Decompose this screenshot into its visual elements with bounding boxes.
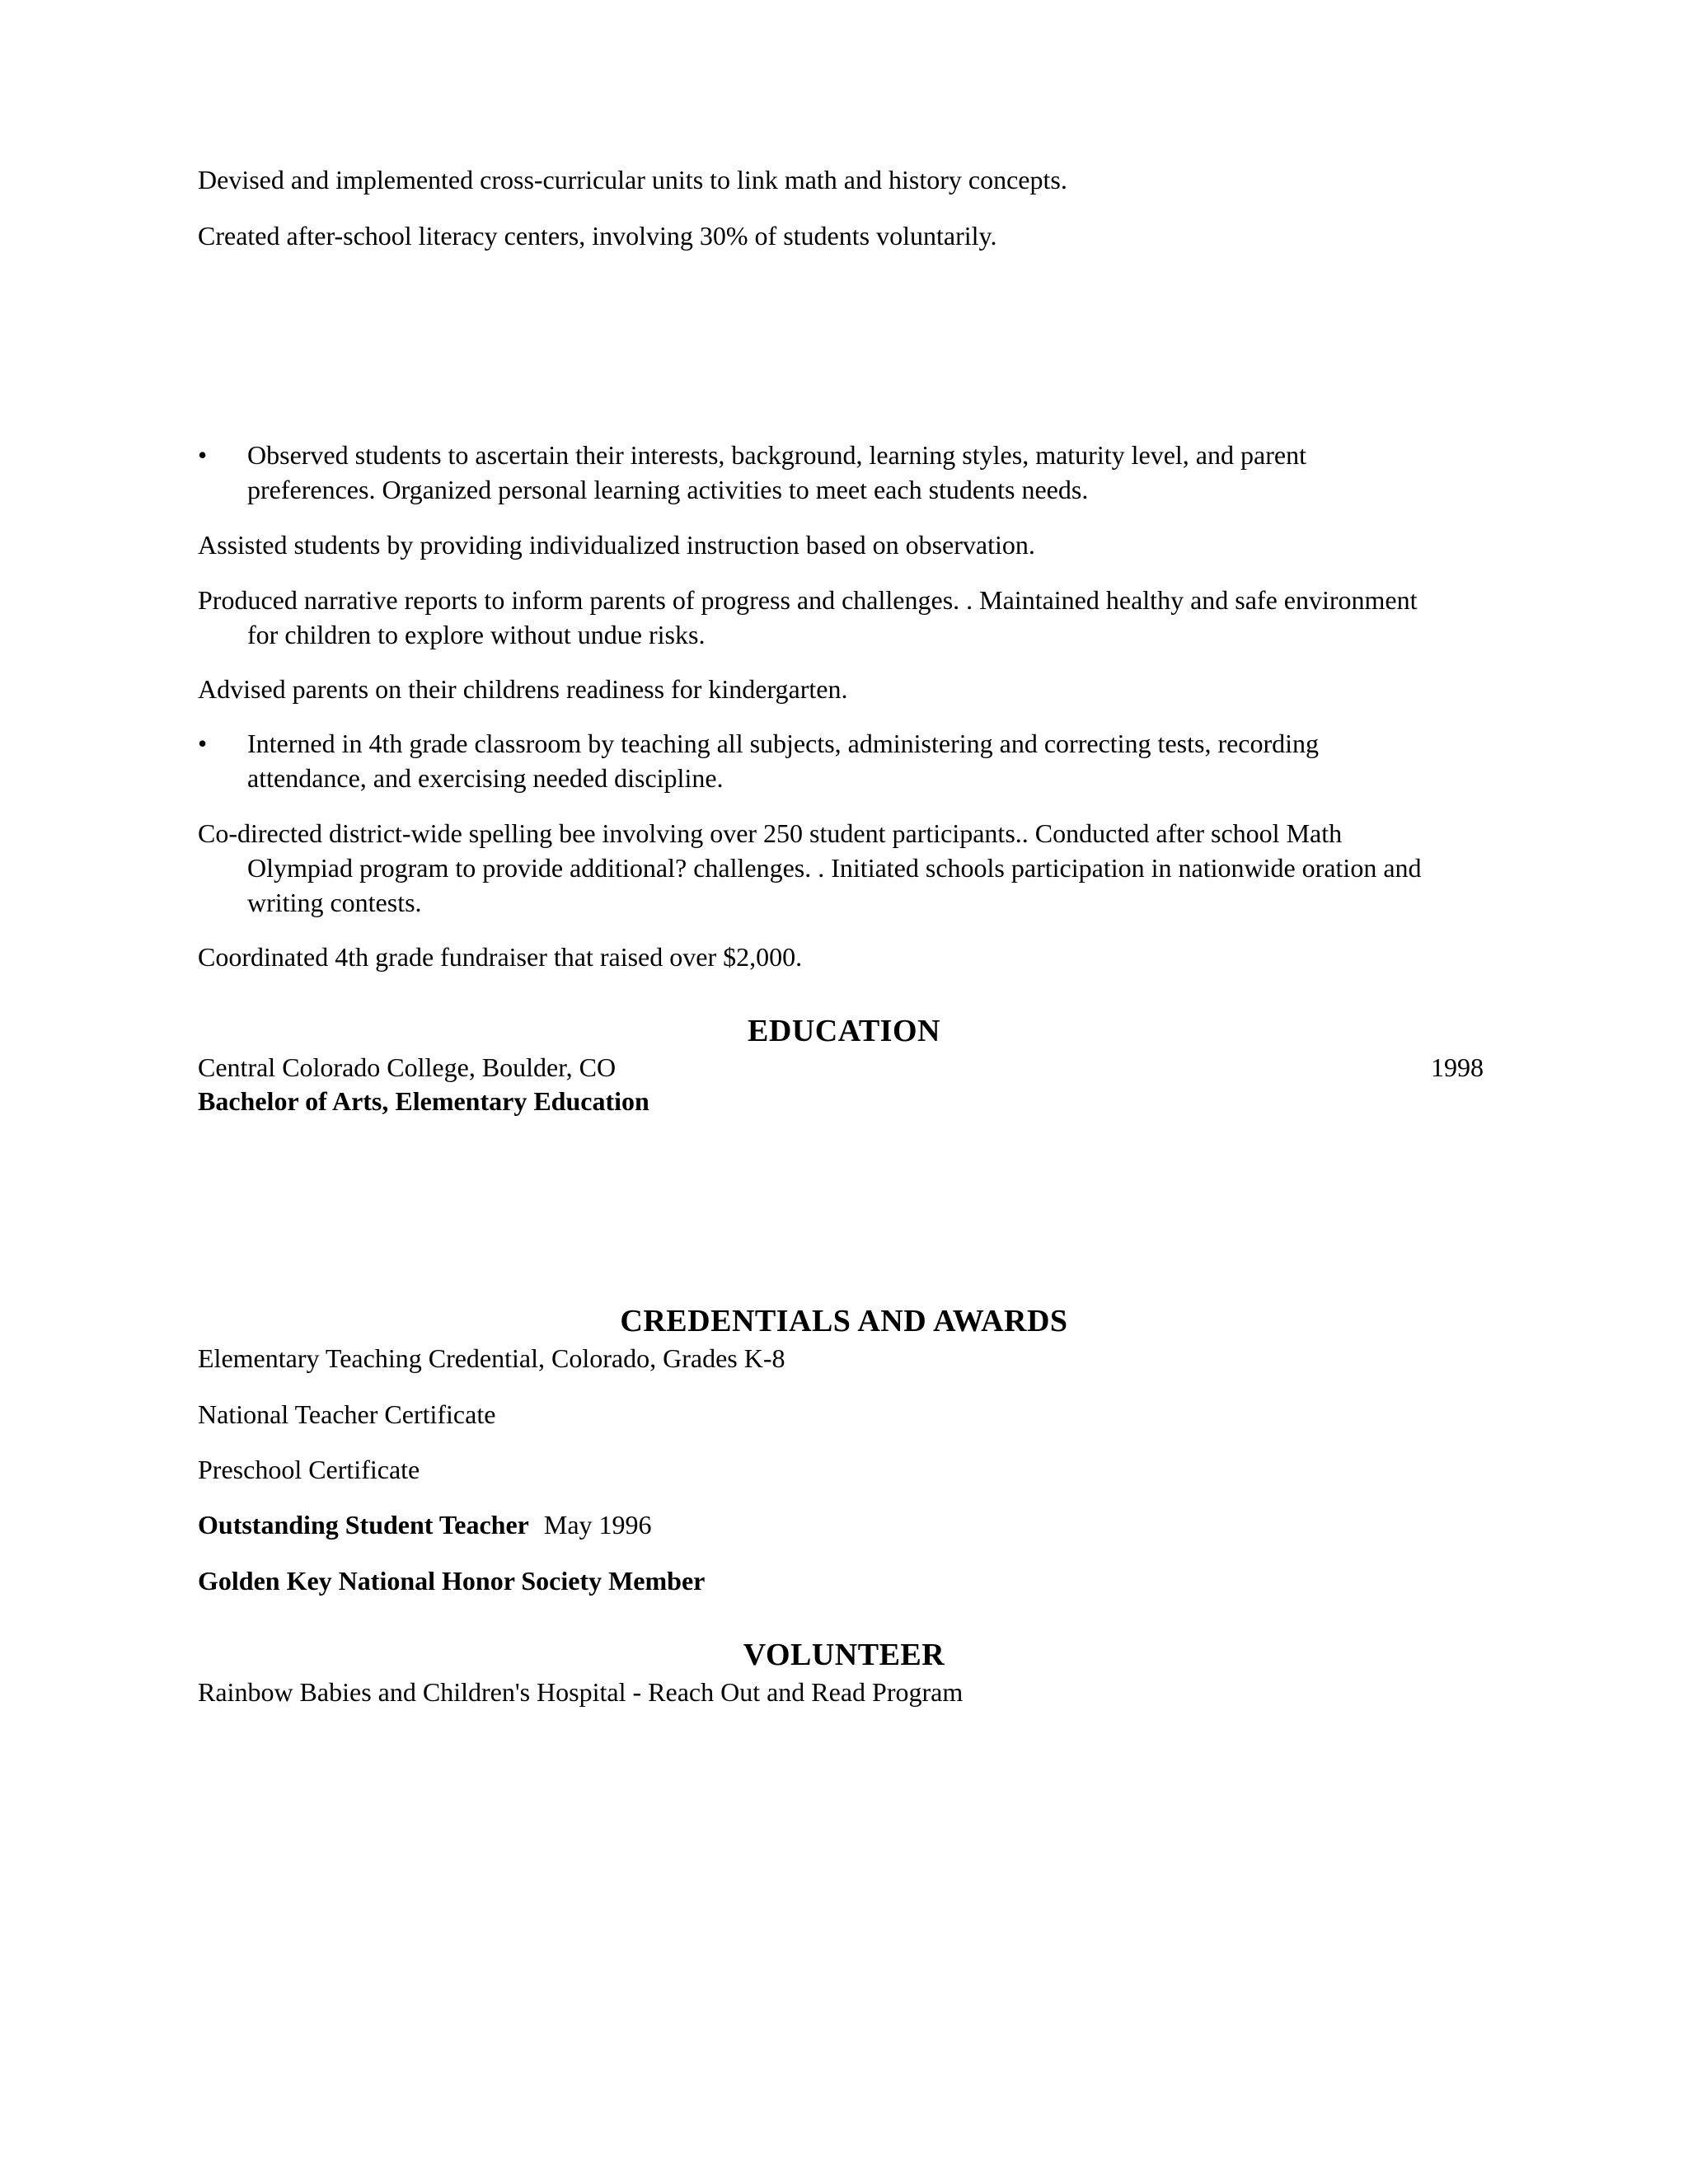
paragraph-line: Co-directed district-wide spelling bee involving over 250 student participants.. Conducted after school Math bbox=[198, 818, 1343, 848]
award-golden-key: Golden Key National Honor Society Member bbox=[198, 1566, 706, 1596]
experience-paragraph-spelling-bee bbox=[198, 816, 1484, 920]
bullet-text bbox=[247, 438, 1484, 507]
experience-bullet-interned bbox=[198, 726, 1484, 795]
paragraph-line: Olympiad program to provide additional? challenges. . Initiated schools participation in nationwide oration and bbox=[247, 853, 1422, 883]
experience-line-individualized-instruction: Assisted students by providing individualized instruction based on observation. bbox=[198, 530, 1035, 560]
experience-bullet-observed-students bbox=[198, 438, 1484, 507]
award-title: Outstanding Student Teacher bbox=[198, 1510, 529, 1540]
award-outstanding-student-teacher bbox=[198, 1507, 652, 1542]
credential-item: Elementary Teaching Credential, Colorado, Grades K-8 bbox=[198, 1343, 785, 1373]
award-date: May 1996 bbox=[543, 1510, 652, 1540]
paragraph-line: Produced narrative reports to inform parents of progress and challenges. . Maintained healthy and safe environment bbox=[198, 585, 1418, 615]
credential-item: National Teacher Certificate bbox=[198, 1399, 496, 1429]
bullet-icon: • bbox=[198, 729, 208, 758]
bullet-text-line: Interned in 4th grade classroom by teaching all subjects, administering and correcting tests, recording bbox=[247, 729, 1320, 758]
volunteer-heading: VOLUNTEER bbox=[743, 1638, 945, 1672]
education-heading: EDUCATION bbox=[748, 1014, 940, 1048]
bullet-text-line: preferences. Organized personal learning activities to meet each students needs. bbox=[247, 475, 1089, 504]
credential-item: Preschool Certificate bbox=[198, 1455, 420, 1484]
paragraph-line: for children to explore without undue risks. bbox=[247, 620, 706, 649]
education-year: 1998 bbox=[1431, 1052, 1484, 1082]
bullet-text-line: attendance, and exercising needed discipline. bbox=[247, 763, 724, 793]
experience-line-cross-curricular: Devised and implemented cross-curricular units to link math and history concepts. bbox=[198, 165, 1067, 194]
experience-line-literacy-centers: Created after-school literacy centers, involving 30% of students voluntarily. bbox=[198, 221, 997, 251]
paragraph-line: writing contests. bbox=[247, 888, 422, 917]
bullet-text-line: Observed students to ascertain their interests, background, learning styles, maturity level, and parent bbox=[247, 440, 1306, 470]
experience-line-kindergarten-readiness: Advised parents on their childrens readiness for kindergarten. bbox=[198, 674, 848, 704]
bullet-text bbox=[247, 726, 1484, 795]
credentials-heading: CREDENTIALS AND AWARDS bbox=[620, 1304, 1068, 1338]
bullet-icon: • bbox=[198, 440, 208, 470]
education-school: Central Colorado College, Boulder, CO bbox=[198, 1052, 617, 1082]
volunteer-item: Rainbow Babies and Children's Hospital - Reach Out and Read Program bbox=[198, 1677, 964, 1707]
education-degree: Bachelor of Arts, Elementary Education bbox=[198, 1086, 649, 1116]
experience-paragraph-narrative-reports bbox=[198, 583, 1484, 652]
experience-line-fundraiser: Coordinated 4th grade fundraiser that raised over $2,000. bbox=[198, 942, 803, 972]
